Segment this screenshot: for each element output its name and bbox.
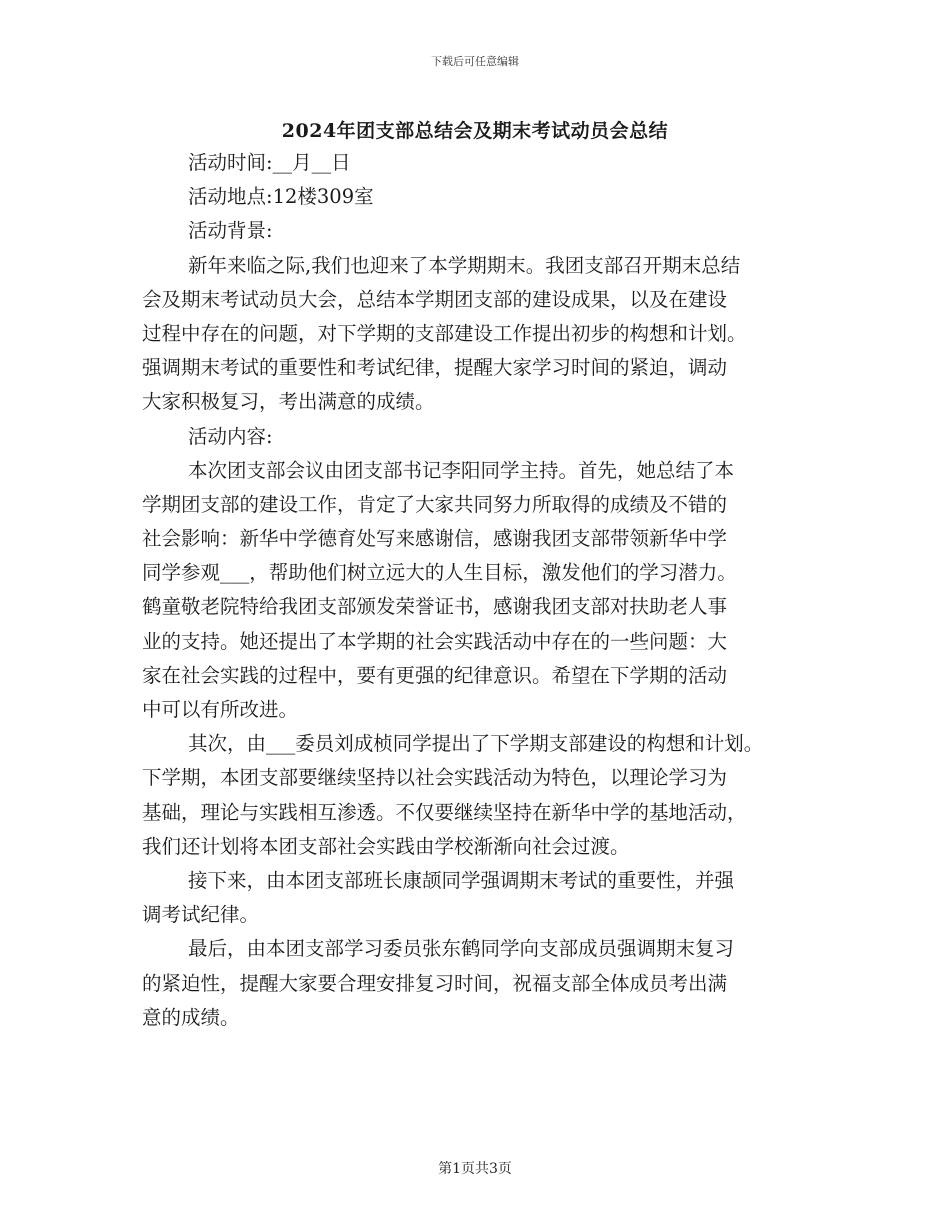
background-heading: 活动背景: [188,219,273,243]
paragraph-line: 其次，由___委员刘成桢同学提出了下学期支部建设的构想和计划。 [188,732,764,756]
page-number: 第1页共3页 [438,1161,512,1177]
document-body [142,146,822,1035]
paragraph-line: 家在社会实践的过程中，要有更强的纪律意识。希望在下学期的活动 [142,663,728,687]
activity-location-line: 活动地点:12楼309室 [188,185,374,209]
paragraph-line: 强调期末考试的重要性和考试纪律，提醒大家学习时间的紧迫，调动 [142,356,728,380]
paragraph-line: 会及期末考试动员大会，总结本学期团支部的建设成果，以及在建设 [142,287,728,311]
paragraph-line: 的紧迫性，提醒大家要合理安排复习时间，祝福支部全体成员考出满 [142,971,728,995]
paragraph-line: 过程中存在的问题，对下学期的支部建设工作提出初步的构想和计划。 [142,321,747,345]
paragraph-line: 基础，理论与实践相互渗透。不仅要继续坚持在新华中学的基地活动， [142,800,747,824]
paragraph-line: 中可以有所改进。 [142,698,299,721]
paragraph-line: 鹤童敬老院特给我团支部颁发荣誉证书，感谢我团支部对扶助老人事 [142,595,728,619]
paragraph-line: 意的成绩。 [142,1005,240,1029]
activity-time-line: 活动时间:__月__日 [188,151,351,174]
paragraph-line: 下学期，本团支部要继续坚持以社会实践活动为特色，以理论学习为 [142,766,728,790]
content-heading: 活动内容: [188,424,273,448]
paragraph-line: 社会影响：新华中学德育处写来感谢信，感谢我团支部带领新华中学 [142,527,728,551]
paragraph-line: 大家积极复习，考出满意的成绩。 [142,390,435,414]
page-header-note: 下载后可任意编辑 [431,55,519,68]
paragraph-line: 业的支持。她还提出了本学期的社会实践活动中存在的一些问题：大 [142,629,728,653]
paragraph-line: 本次团支部会议由团支部书记李阳同学主持。首先，她总结了本 [188,458,735,482]
document-title: 2024年团支部总结会及期末考试动员会总结 [281,120,669,142]
paragraph-line: 我们还计划将本团支部社会实践由学校渐渐向社会过渡。 [142,834,630,858]
paragraph-line: 调考试纪律。 [142,903,260,927]
paragraph-line: 学期团支部的建设工作，肯定了大家共同努力所取得的成绩及不错的 [142,492,728,516]
paragraph-line: 同学参观___，帮助他们树立远大的人生目标，激发他们的学习潜力。 [142,561,737,585]
paragraph-line: 新年来临之际,我们也迎来了本学期期末。我团支部召开期末总结 [188,253,741,277]
paragraph-line: 接下来，由本团支部班长康颉同学强调期末考试的重要性，并强 [188,868,735,892]
paragraph-line: 最后，由本团支部学习委员张东鹤同学向支部成员强调期末复习 [188,937,735,961]
